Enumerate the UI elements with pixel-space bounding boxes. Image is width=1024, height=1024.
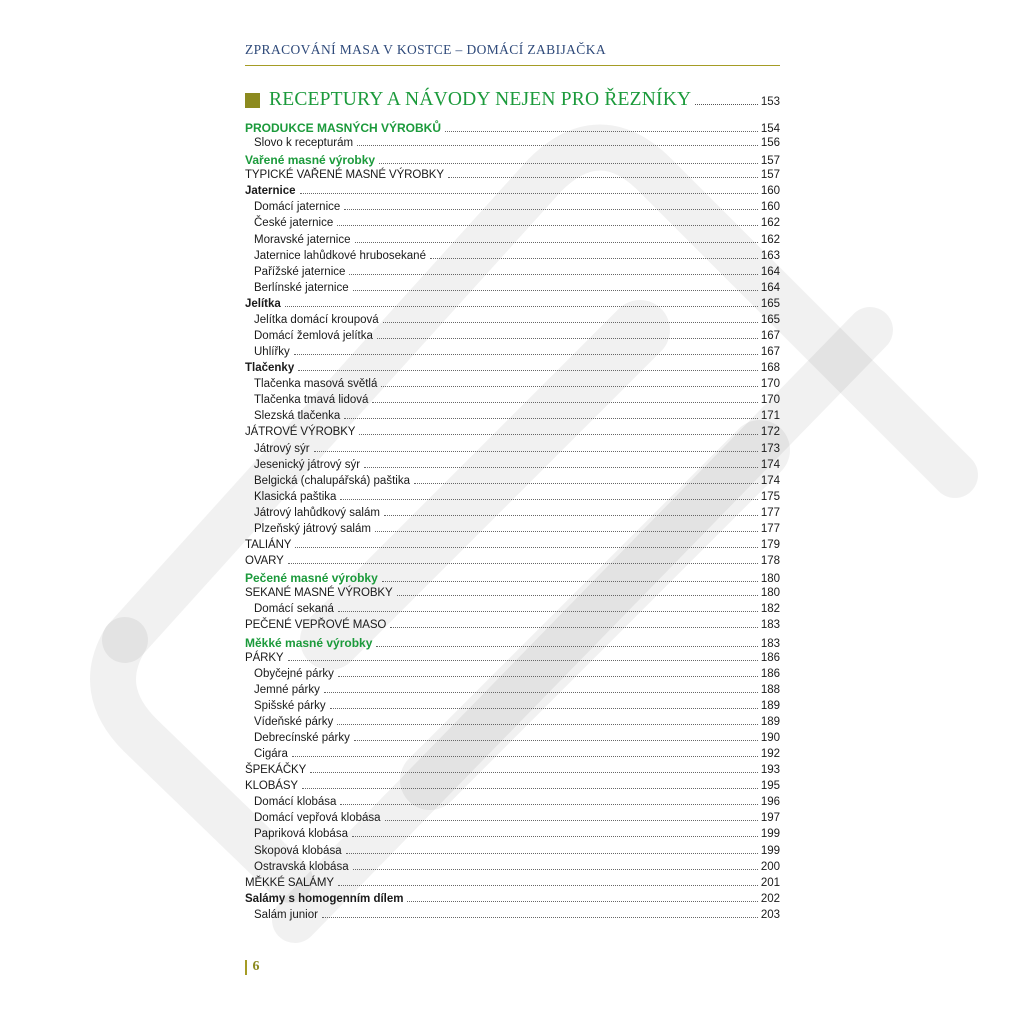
toc-entry-page: 189 (760, 715, 780, 728)
toc-entry-title: PRODUKCE MASNÝCH VÝROBKŮ (245, 121, 442, 135)
toc-entry-page: 202 (760, 892, 780, 905)
dot-leader (376, 646, 757, 647)
toc-entry[interactable] (245, 732, 780, 748)
toc-entry[interactable] (245, 861, 780, 877)
dot-leader (372, 402, 757, 403)
toc-entry[interactable] (245, 346, 780, 362)
toc-entry-page: 171 (760, 410, 780, 423)
toc-entry-page: 164 (760, 265, 780, 278)
toc-entry[interactable] (245, 796, 780, 812)
dot-leader (377, 338, 758, 339)
toc-entry-page: 157 (760, 169, 780, 182)
toc-entry-title: Tlačenka masová světlá (254, 378, 378, 391)
dot-leader (300, 193, 758, 194)
dot-leader (385, 820, 758, 821)
toc-entry-page: 168 (760, 362, 780, 375)
dot-leader (352, 836, 758, 837)
toc-entry[interactable] (245, 748, 780, 764)
toc-entry-page: 162 (760, 233, 780, 246)
toc-entry[interactable] (245, 459, 780, 475)
dot-leader (379, 163, 758, 164)
toc-entry[interactable] (245, 250, 780, 266)
toc-entry-page: 177 (760, 522, 780, 535)
dot-leader (340, 804, 757, 805)
running-header: ZPRACOVÁNÍ MASA V KOSTCE – DOMÁCÍ ZABIJAČKA (245, 42, 606, 57)
dot-leader (314, 451, 758, 452)
toc-entry-page: 167 (760, 330, 780, 343)
toc-entry-title: SEKANÉ MASNÉ VÝROBKY (245, 587, 393, 600)
toc-entry-title: Klasická paštika (254, 490, 337, 503)
toc-entry[interactable] (245, 619, 780, 635)
toc-entry-page: 179 (760, 539, 780, 552)
toc-entry-page: 201 (760, 876, 780, 889)
dot-leader (448, 177, 758, 178)
toc-entry-page: 170 (760, 394, 780, 407)
toc-entry-page: 189 (760, 699, 780, 712)
toc-entry-title: Měkké masné výrobky (245, 635, 373, 650)
dot-leader (338, 885, 758, 886)
toc-entry-title: Jelítka (245, 297, 281, 310)
toc-entry-title: Jaternice lahůdkové hrubosekané (254, 249, 426, 262)
dot-leader (346, 853, 758, 854)
toc-entry-page: 199 (760, 844, 780, 857)
toc-entry-page: 182 (760, 603, 780, 616)
toc-entry-page: 177 (760, 506, 780, 519)
dot-leader (357, 145, 758, 146)
page-number: 6 (252, 959, 260, 974)
toc-entry-title: Cigára (254, 748, 288, 761)
toc-entry[interactable] (245, 394, 780, 410)
toc-entry[interactable] (245, 234, 780, 250)
toc-entry[interactable] (245, 652, 780, 668)
toc-entry[interactable] (245, 909, 780, 925)
toc-entry-title: JÁTROVÉ VÝROBKY (245, 426, 356, 439)
toc-entry-title: TYPICKÉ VAŘENÉ MASNÉ VÝROBKY (245, 169, 444, 182)
dot-leader (322, 917, 758, 918)
toc-entry-page: 172 (760, 426, 780, 439)
dot-leader (349, 274, 757, 275)
toc-entry[interactable] (245, 378, 780, 394)
footer-bar (245, 960, 247, 975)
dot-leader (397, 595, 758, 596)
toc-entry[interactable] (245, 845, 780, 861)
toc-entry-page: 165 (760, 297, 780, 310)
toc-entry[interactable] (245, 491, 780, 507)
toc-entry-title: Játrový lahůdkový salám (254, 506, 380, 519)
toc-entry-page: 180 (760, 587, 780, 600)
toc-entry[interactable] (245, 475, 780, 491)
toc-entry-title: Skopová klobása (254, 844, 342, 857)
toc-entry[interactable] (245, 507, 780, 523)
toc-entry[interactable] (245, 169, 780, 185)
toc-entry-title: Salám junior (254, 908, 318, 921)
toc-entry-page: 188 (760, 683, 780, 696)
toc-entry-page: 195 (760, 780, 780, 793)
toc-entry-page: 199 (760, 828, 780, 841)
dot-leader (382, 581, 758, 582)
toc-entry-page: 174 (760, 474, 780, 487)
dot-leader (295, 547, 757, 548)
dot-leader (285, 306, 758, 307)
toc-entry-title: Domácí klobása (254, 796, 337, 809)
toc-entry-page: 200 (760, 860, 780, 873)
toc-entry[interactable] (245, 603, 780, 619)
toc-entry-title: Játrový sýr (254, 442, 310, 455)
toc-entry-title: Salámy s homogenním dílem (245, 892, 404, 905)
toc-entry-page: 165 (760, 313, 780, 326)
toc-entry-title: PEČENÉ VEPŘOVÉ MASO (245, 619, 387, 632)
toc-entry-title: Ostravská klobása (254, 860, 349, 873)
toc-entry[interactable] (245, 217, 780, 233)
toc-entry-page: 180 (760, 573, 780, 586)
toc-entry-page: 156 (760, 137, 780, 150)
toc-entry-title: Spišské párky (254, 699, 326, 712)
dot-leader (354, 740, 758, 741)
toc-entry-page: 178 (760, 555, 780, 568)
toc-entry-title: Vídeňské párky (254, 715, 334, 728)
toc-entry-page: 167 (760, 346, 780, 359)
toc-entry-page: 160 (760, 185, 780, 198)
toc-entry-title: Domácí vepřová klobása (254, 812, 381, 825)
toc-entry[interactable] (245, 201, 780, 217)
dot-leader (430, 258, 758, 259)
dot-leader (695, 104, 757, 105)
toc-entry[interactable] (245, 282, 780, 298)
toc-entry-title: Belgická (chalupářská) paštika (254, 474, 410, 487)
toc-entry-page: 160 (760, 201, 780, 214)
toc-entry-page: 163 (760, 249, 780, 262)
toc-entry-title: MĚKKÉ SALÁMY (245, 876, 334, 889)
toc-entry[interactable] (245, 185, 780, 201)
dot-leader (337, 724, 758, 725)
toc-entry[interactable] (245, 587, 780, 603)
toc-entry-title: Jelítka domácí kroupová (254, 313, 379, 326)
dot-leader (353, 290, 758, 291)
toc-entry-title: Uhlířky (254, 346, 290, 359)
toc-entry-page: 183 (760, 637, 780, 650)
section-title: RECEPTURY A NÁVODY NEJEN PRO ŘEZNÍKY (269, 89, 692, 110)
toc-entry-title: Berlínské jaternice (254, 281, 349, 294)
dot-leader (414, 483, 758, 484)
toc-entry-title: Domácí sekaná (254, 603, 334, 616)
header-rule (245, 65, 780, 66)
toc-entry-page: 183 (760, 619, 780, 632)
toc-entry[interactable] (245, 426, 780, 442)
dot-leader (324, 692, 758, 693)
toc-entry-page: 170 (760, 378, 780, 391)
toc-entry[interactable] (245, 668, 780, 684)
dot-leader (375, 531, 758, 532)
toc-entry[interactable] (245, 137, 780, 153)
section-square-icon (245, 93, 260, 108)
toc-entry-page: 164 (760, 281, 780, 294)
toc-entry-title: Vařené masné výrobky (245, 153, 376, 168)
dot-leader (338, 611, 758, 612)
toc-entry-title: Tlačenky (245, 362, 295, 375)
toc-entry-title: PÁRKY (245, 651, 284, 664)
section-heading[interactable] (245, 89, 780, 111)
dot-leader (330, 708, 758, 709)
toc-entry-title: Plzeňský játrový salám (254, 522, 371, 535)
dot-leader (340, 499, 757, 500)
toc-entry-page: 196 (760, 796, 780, 809)
dot-leader (364, 467, 758, 468)
dot-leader (338, 676, 758, 677)
toc-entry-page: 192 (760, 748, 780, 761)
dot-leader (381, 386, 757, 387)
toc-entry-title: Slezská tlačenka (254, 410, 341, 423)
toc-entry-page: 174 (760, 458, 780, 471)
dot-leader (445, 131, 758, 132)
table-of-contents (245, 121, 780, 925)
toc-entry[interactable] (245, 153, 780, 169)
toc-entry[interactable] (245, 716, 780, 732)
toc-entry-title: ŠPEKÁČKY (245, 764, 307, 777)
toc-entry-page: 175 (760, 490, 780, 503)
toc-entry[interactable] (245, 700, 780, 716)
toc-entry-title: Domácí jaternice (254, 201, 341, 214)
dot-leader (344, 418, 758, 419)
toc-entry[interactable] (245, 780, 780, 796)
dot-leader (337, 225, 758, 226)
toc-entry-title: Slovo k recepturám (254, 137, 354, 150)
toc-entry-title: Pařížské jaternice (254, 265, 346, 278)
toc-entry-page: 154 (760, 123, 780, 135)
toc-entry[interactable] (245, 571, 780, 587)
toc-entry-page: 193 (760, 764, 780, 777)
toc-entry-title: Jesenický játrový sýr (254, 458, 361, 471)
toc-entry-title: OVARY (245, 555, 284, 568)
dot-leader (383, 322, 758, 323)
dot-leader (359, 434, 757, 435)
toc-entry-title: Jemné párky (254, 683, 320, 696)
toc-entry[interactable] (245, 410, 780, 426)
toc-entry[interactable] (245, 893, 780, 909)
page-footer (245, 958, 260, 976)
toc-entry-title: KLOBÁSY (245, 780, 298, 793)
toc-entry[interactable] (245, 121, 780, 137)
toc-entry[interactable] (245, 877, 780, 893)
toc-entry[interactable] (245, 764, 780, 780)
toc-entry-page: 190 (760, 731, 780, 744)
toc-entry-page: 186 (760, 667, 780, 680)
toc-entry[interactable] (245, 555, 780, 571)
toc-entry-title: Tlačenka tmavá lidová (254, 394, 369, 407)
dot-leader (355, 242, 758, 243)
toc-entry-title: Obyčejné párky (254, 667, 334, 680)
dot-leader (407, 901, 757, 902)
dot-leader (384, 515, 758, 516)
toc-entry[interactable] (245, 314, 780, 330)
toc-entry[interactable] (245, 298, 780, 314)
toc-entry[interactable] (245, 684, 780, 700)
toc-entry-page: 203 (760, 908, 780, 921)
dot-leader (353, 869, 758, 870)
dot-leader (310, 772, 758, 773)
toc-entry[interactable] (245, 539, 780, 555)
toc-entry-title: České jaternice (254, 217, 334, 230)
toc-entry-title: Jaternice (245, 185, 296, 198)
toc-entry[interactable] (245, 812, 780, 828)
toc-entry-page: 157 (760, 155, 780, 168)
toc-entry[interactable] (245, 362, 780, 378)
dot-leader (288, 660, 758, 661)
toc-entry-page: 197 (760, 812, 780, 825)
toc-entry[interactable] (245, 266, 780, 282)
dot-leader (390, 627, 758, 628)
toc-entry[interactable] (245, 828, 780, 844)
toc-entry[interactable] (245, 636, 780, 652)
toc-entry[interactable] (245, 523, 780, 539)
toc-entry-page: 162 (760, 217, 780, 230)
dot-leader (302, 788, 758, 789)
toc-entry-title: Debrecínské párky (254, 731, 350, 744)
dot-leader (288, 563, 758, 564)
toc-entry-title: Domácí žemlová jelítka (254, 330, 373, 343)
dot-leader (344, 209, 758, 210)
toc-entry-page: 186 (760, 651, 780, 664)
toc-entry-title: Moravské jaternice (254, 233, 351, 246)
toc-entry-title: Pečené masné výrobky (245, 571, 378, 586)
dot-leader (298, 370, 758, 371)
dot-leader (292, 756, 758, 757)
dot-leader (294, 354, 758, 355)
toc-entry[interactable] (245, 330, 780, 346)
toc-entry-title: TALIÁNY (245, 539, 292, 552)
toc-entry-page: 173 (760, 442, 780, 455)
toc-entry[interactable] (245, 443, 780, 459)
toc-entry-title: Papriková klobása (254, 828, 348, 841)
section-page: 153 (760, 96, 780, 108)
